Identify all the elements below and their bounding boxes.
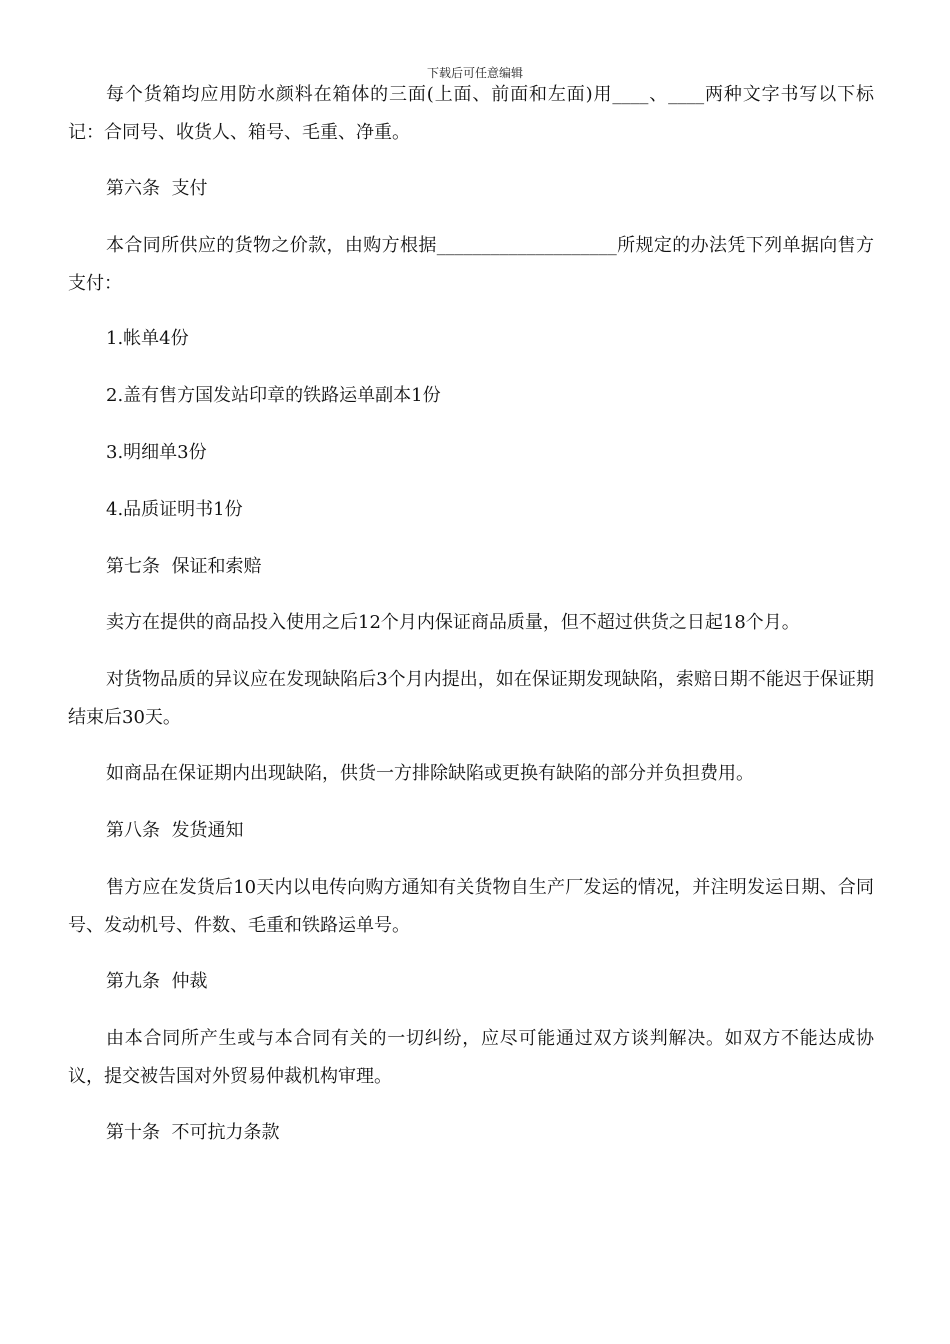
page-header-watermark: 下载后可任意编辑: [426, 66, 523, 80]
list-item-invoice: 1.帐单4份: [106, 328, 189, 349]
article-10-heading: 第十条 不可抗力条款: [106, 1122, 280, 1143]
paragraph-arbitration: 由本合同所产生或与本合同有关的一切纠纷，应尽可能通过双方谈判解决。如双方不能达成协议，提交被告国对外贸易仲裁机构审理。: [68, 1028, 874, 1087]
paragraph-shipping-notice: 售方应在发货后10天内以电传向购方通知有关货物自生产厂发运的情况，并注明发运日期、合同号、发动机号、件数、毛重和铁路运单号。: [68, 877, 874, 936]
paragraph-box-marking: 每个货箱均应用防水颜料在箱体的三面(上面、前面和左面)用____、____两种文字书写以下标记：合同号、收货人、箱号、毛重、净重。: [68, 84, 874, 143]
paragraph-defect-remedy: 如商品在保证期内出现缺陷，供货一方排除缺陷或更换有缺陷的部分并负担费用。: [106, 763, 754, 784]
paragraph-payment: 本合同所供应的货物之价款，由购方根据____________________所规定的办法凭下列单据向售方支付：: [68, 235, 874, 294]
article-8-heading: 第八条 发货通知: [106, 820, 244, 841]
article-6-heading: 第六条 支付: [106, 178, 208, 199]
list-item-quality-certificate: 4.品质证明书1份: [106, 499, 243, 520]
list-item-detail-list: 3.明细单3份: [106, 442, 207, 463]
article-9-heading: 第九条 仲裁: [106, 971, 208, 992]
paragraph-warranty: 卖方在提供的商品投入使用之后12个月内保证商品质量，但不超过供货之日起18个月。: [106, 612, 800, 633]
paragraph-claims: 对货物品质的异议应在发现缺陷后3个月内提出，如在保证期发现缺陷，索赔日期不能迟于保证期结束后30天。: [68, 669, 874, 728]
list-item-waybill: 2.盖有售方国发站印章的铁路运单副本1份: [106, 385, 441, 406]
article-7-heading: 第七条 保证和索赔: [106, 556, 262, 577]
